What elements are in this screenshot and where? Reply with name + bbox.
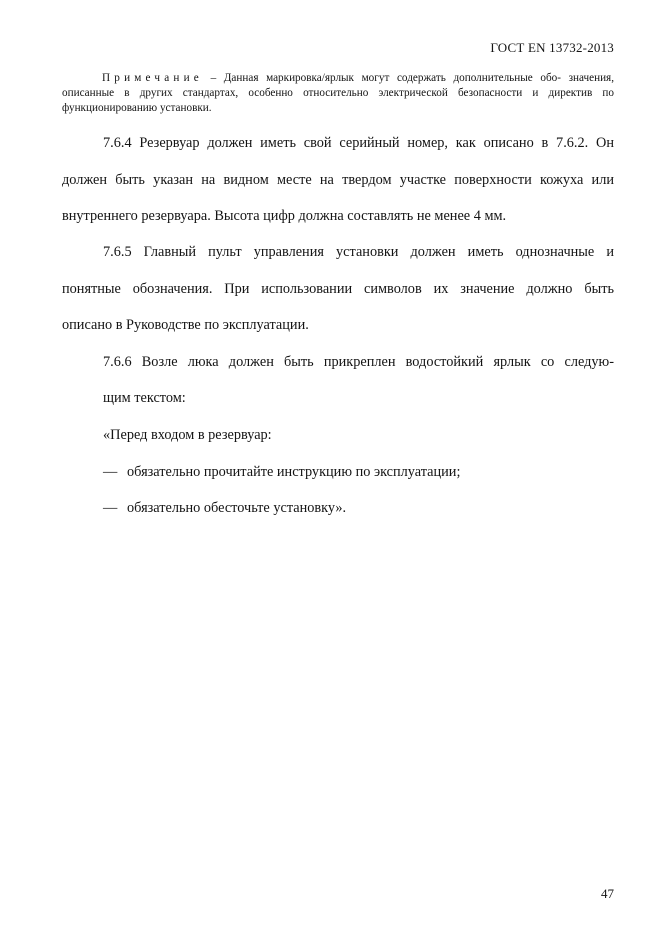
section-7-6-5-line2: понятные обозначения. При использовании символов их значение должно быть: [62, 281, 614, 297]
list-item-text: обязательно прочитайте инструкцию по эксплуатации;: [127, 464, 461, 480]
list-item: [103, 464, 460, 481]
section-7-6-5-line3: описано в Руководстве по эксплуатации.: [62, 317, 309, 333]
list-item-text: обязательно обесточьте установку».: [127, 500, 347, 516]
section-7-6-4-line3: внутреннего резервуара. Высота цифр должна составлять не менее 4 мм.: [62, 208, 507, 224]
section-7-6-6-line2: щим текстом:: [103, 390, 186, 406]
document-code-header: ГОСТ EN 13732-2013: [490, 40, 614, 55]
note-text-line2: значения, описанные в других стандартах, особенно относительно электрической безопасности: [62, 72, 614, 99]
note-text-line1: – Данная маркировка/ярлык могут содержать дополнительные обо-: [210, 72, 561, 84]
quote-intro: «Перед входом в резервуар:: [103, 427, 272, 443]
note-label: Примечание: [102, 72, 203, 84]
page-number: 47: [601, 886, 614, 901]
note-text-line3: и директив по функционированию установки.: [62, 87, 614, 114]
list-dash: —: [103, 500, 118, 516]
list-dash: —: [103, 464, 118, 480]
section-7-6-5-line1: 7.6.5 Главный пульт управления установки должен иметь однозначные и: [103, 244, 614, 260]
section-7-6-4-line1: 7.6.4 Резервуар должен иметь свой серийный номер, как описано в 7.6.2. Он: [103, 135, 614, 151]
section-7-6-4-line2: должен быть указан на видном месте на твердом участке поверхности кожуха или: [62, 172, 614, 188]
section-7-6-6-line1: 7.6.6 Возле люка должен быть прикреплен водостойкий ярлык со следую-: [103, 354, 614, 370]
note-block: [62, 71, 614, 116]
list-item: [103, 500, 346, 517]
